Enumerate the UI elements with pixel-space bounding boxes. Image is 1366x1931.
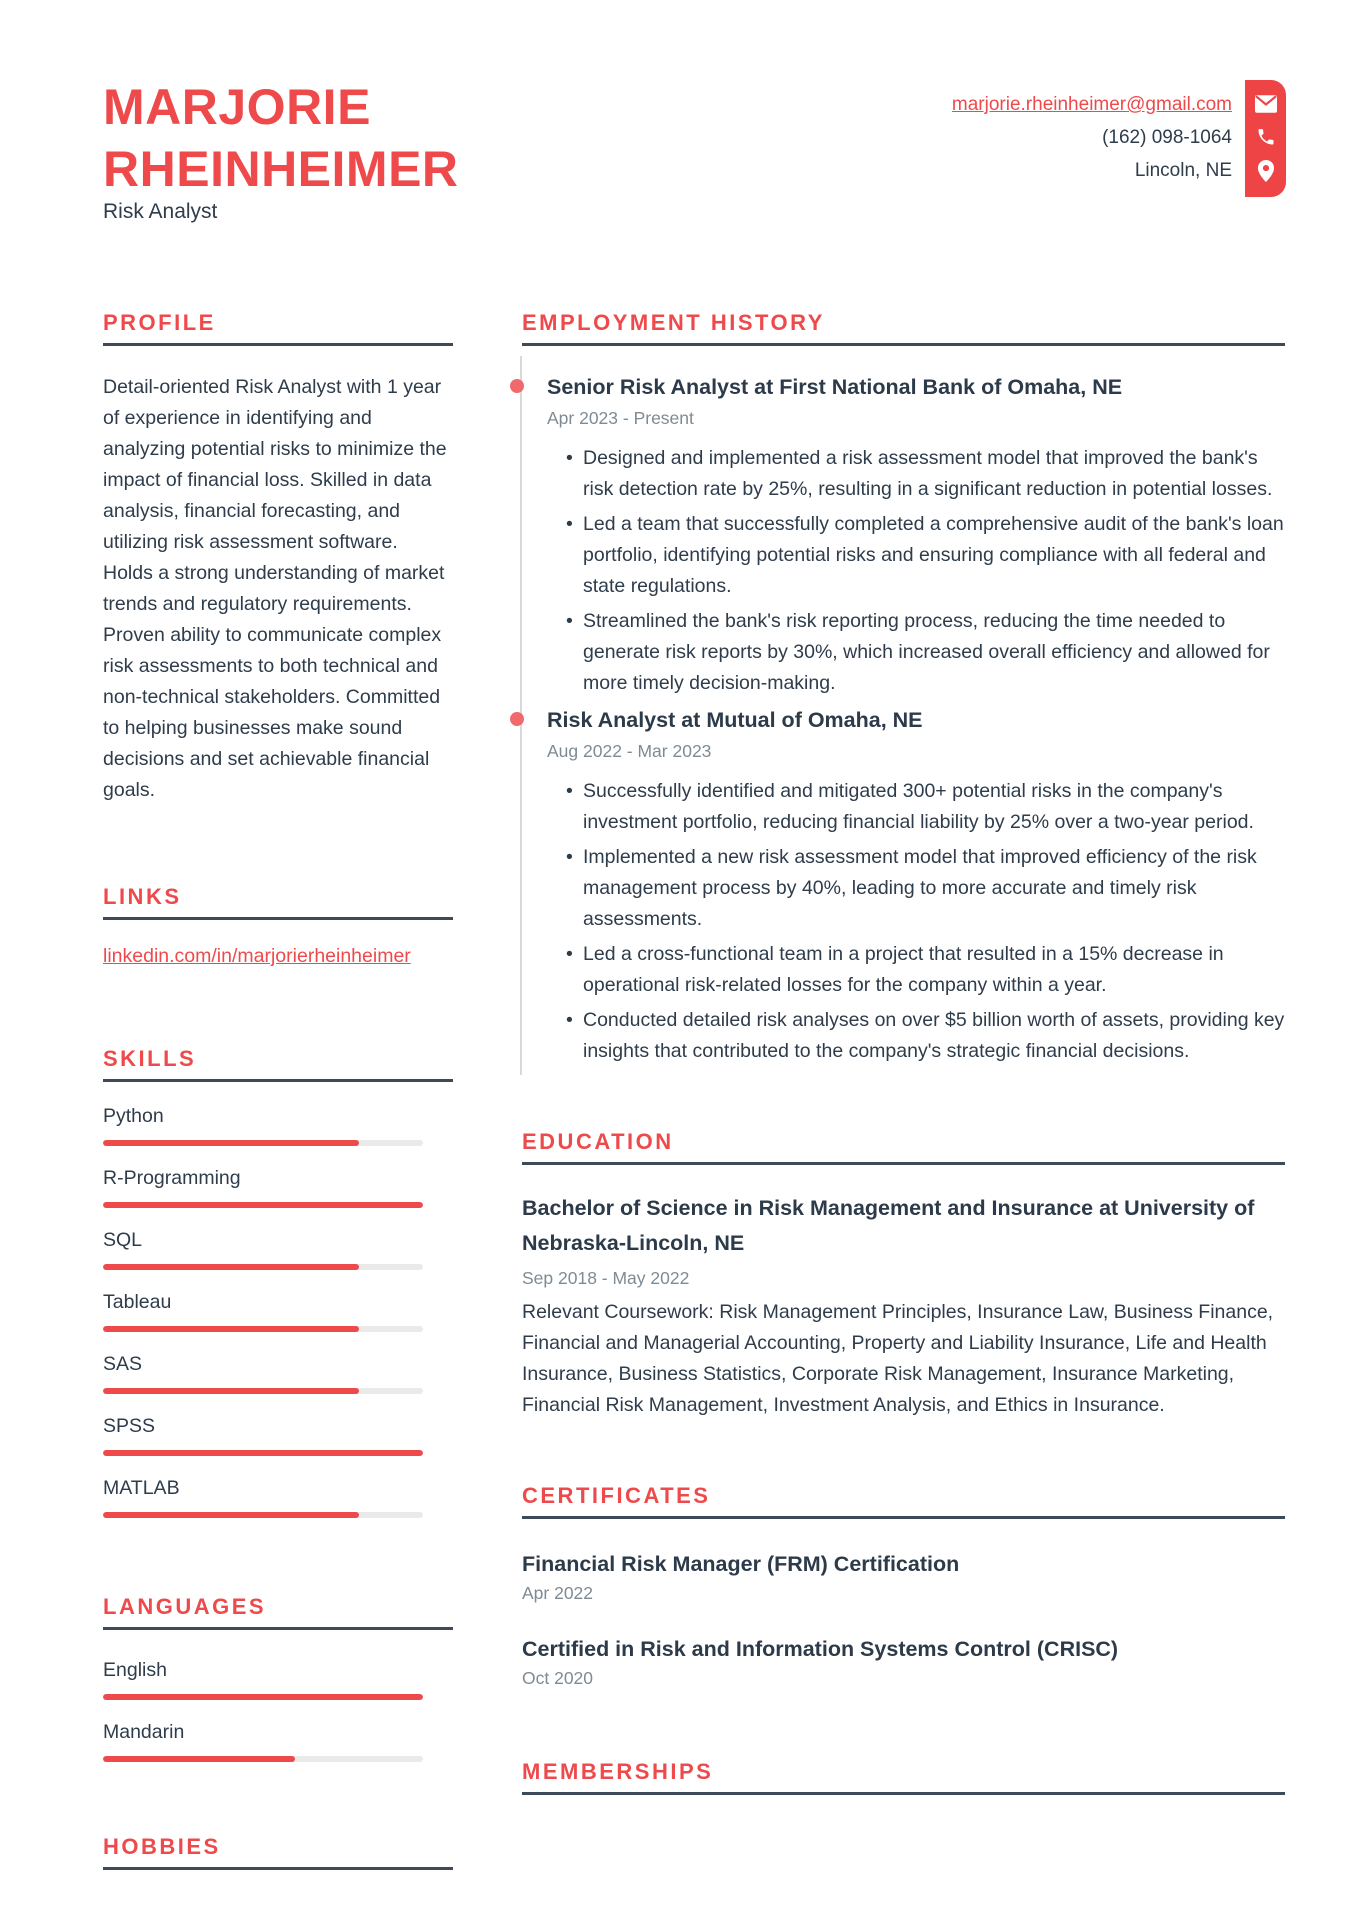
languages-rule xyxy=(103,1627,453,1630)
skill-label: SQL xyxy=(103,1229,143,1251)
skills-section xyxy=(103,1048,453,1518)
certificate-dates-1: Apr 2022 xyxy=(522,1583,594,1603)
certificate-item xyxy=(522,1636,1285,1689)
linkedin-link[interactable]: linkedin.com/in/marjorierheinheimer xyxy=(103,945,411,967)
links-heading: LINKS xyxy=(103,884,182,909)
skill-label: R-Programming xyxy=(103,1167,241,1189)
job-title-1: Senior Risk Analyst at First National Bank of Omaha, NE xyxy=(547,375,1123,399)
skill-item xyxy=(103,1290,453,1332)
skill-bar-fill xyxy=(103,1264,359,1270)
profile-section xyxy=(103,312,453,806)
links-rule xyxy=(103,917,453,920)
job-dates-1: Apr 2023 - Present xyxy=(547,408,694,428)
location-pin-icon xyxy=(1257,160,1275,182)
skill-bar-track xyxy=(103,1326,423,1332)
profile-heading: PROFILE xyxy=(103,310,216,335)
sidebar xyxy=(103,312,453,1870)
skill-bar-track xyxy=(103,1202,423,1208)
languages-section xyxy=(103,1596,453,1762)
certificate-dates-2: Oct 2020 xyxy=(522,1668,594,1688)
skill-label: Python xyxy=(103,1105,164,1127)
certificate-item xyxy=(522,1551,1285,1604)
job-entry xyxy=(547,374,1285,699)
languages-heading: LANGUAGES xyxy=(103,1594,267,1619)
skill-label: SPSS xyxy=(103,1415,156,1437)
language-item xyxy=(103,1658,453,1700)
employment-section xyxy=(522,312,1285,1067)
language-bar-fill xyxy=(103,1756,295,1762)
certificates-rule xyxy=(522,1516,1285,1519)
phone-icon xyxy=(1256,127,1276,147)
job-dates-2: Aug 2022 - Mar 2023 xyxy=(547,741,712,761)
memberships-heading: MEMBERSHIPS xyxy=(522,1759,714,1784)
skill-bar-fill xyxy=(103,1140,359,1146)
job-bullets-1 xyxy=(547,443,1285,699)
candidate-job-title: Risk Analyst xyxy=(103,200,218,223)
skills-heading: SKILLS xyxy=(103,1046,197,1071)
skill-item xyxy=(103,1104,453,1146)
skill-bar-fill xyxy=(103,1326,359,1332)
skill-item xyxy=(103,1228,453,1270)
skill-label: MATLAB xyxy=(103,1477,180,1499)
skill-label: SAS xyxy=(103,1353,143,1375)
education-description: Relevant Coursework: Risk Management Principles, Insurance Law, Business Finance, Financial and Managerial Accounting, Property and Liability Insurance, Life and Health Insurance, Business Statistics, Corporate Risk Management, Insurance Marketing, Financial Risk Management, Investment Analysis, and Ethics in Insurance. xyxy=(522,1301,1274,1416)
memberships-rule xyxy=(522,1792,1285,1795)
envelope-icon xyxy=(1255,95,1277,113)
certificates-heading: CERTIFICATES xyxy=(522,1483,711,1508)
employment-heading: EMPLOYMENT HISTORY xyxy=(522,310,825,335)
job-bullet: • Led a team that successfully completed a comprehensive audit of the bank's loan portfolio, identifying potential risks and ensuring compliance with all federal and state regulations. xyxy=(583,509,1285,602)
email-link[interactable]: marjorie.rheinheimer@gmail.com xyxy=(951,94,1232,115)
education-degree: Bachelor of Science in Risk Management and Insurance at University of Nebraska-Lincoln, NE xyxy=(522,1196,1255,1255)
skill-bar-fill xyxy=(103,1202,423,1208)
language-bar-fill xyxy=(103,1694,423,1700)
skill-bar-track xyxy=(103,1512,423,1518)
skill-item xyxy=(103,1166,453,1208)
job-entry xyxy=(547,707,1285,1067)
job-bullet: • Streamlined the bank's risk reporting process, reducing the time needed to generate risk reports by 30%, which increased overall efficiency and allowed for more timely decision-making. xyxy=(583,606,1285,699)
hobbies-rule xyxy=(103,1867,453,1870)
skill-item xyxy=(103,1414,453,1456)
contact-block xyxy=(952,88,1232,187)
skill-bar-fill xyxy=(103,1512,359,1518)
skill-bar-fill xyxy=(103,1388,359,1394)
job-bullet: • Implemented a new risk assessment model that improved efficiency of the risk management process by 40%, leading to more accurate and timely risk assessments. xyxy=(583,842,1285,935)
phone-number: (162) 098-1064 xyxy=(1102,127,1232,148)
profile-rule xyxy=(103,343,453,346)
language-bar-track xyxy=(103,1756,423,1762)
certificate-title-2: Certified in Risk and Information Systems Control (CRISC) xyxy=(522,1637,1119,1661)
skill-bar-track xyxy=(103,1388,423,1394)
contact-icon-bar xyxy=(1245,80,1286,197)
memberships-section xyxy=(522,1761,1285,1795)
certificates-section xyxy=(522,1485,1285,1689)
job-bullet: • Conducted detailed risk analyses on over $5 billion worth of assets, providing key insights that contributed to the company's strategic financial decisions. xyxy=(583,1005,1285,1067)
main-content xyxy=(522,312,1285,1795)
language-label: English xyxy=(103,1659,167,1681)
skill-bar-track xyxy=(103,1450,423,1456)
job-bullet: • Designed and implemented a risk assessment model that improved the bank's risk detection rate by 25%, resulting in a significant reduction in potential losses. xyxy=(583,443,1285,505)
skill-bar-fill xyxy=(103,1450,423,1456)
skill-bar-track xyxy=(103,1140,423,1146)
language-item xyxy=(103,1720,453,1762)
profile-text: Detail-oriented Risk Analyst with 1 year of experience in identifying and analyzing potential risks to minimize the impact of financial loss. Skilled in data analysis, financial forecasting, and utilizing risk assessment software. Holds a strong understanding of market trends and regulatory requirements. Proven ability to communicate complex risk assessments to both technical and non-technical stakeholders. Committed to helping businesses make sound decisions and set achievable financial goals. xyxy=(103,376,447,801)
language-label: Mandarin xyxy=(103,1721,185,1743)
education-section xyxy=(522,1131,1285,1421)
job-bullets-2 xyxy=(547,776,1285,1067)
skill-item xyxy=(103,1352,453,1394)
candidate-name-line1: MARJORIE xyxy=(103,79,371,135)
education-heading: EDUCATION xyxy=(522,1129,674,1154)
skills-list xyxy=(103,1104,453,1518)
links-section xyxy=(103,886,453,968)
location-text: Lincoln, NE xyxy=(1134,160,1232,181)
language-bar-track xyxy=(103,1694,423,1700)
candidate-name xyxy=(103,76,459,200)
skills-rule xyxy=(103,1079,453,1082)
education-dates: Sep 2018 - May 2022 xyxy=(522,1268,690,1288)
skill-label: Tableau xyxy=(103,1291,172,1313)
languages-list xyxy=(103,1658,453,1762)
education-rule xyxy=(522,1162,1285,1165)
job-title-2: Risk Analyst at Mutual of Omaha, NE xyxy=(547,708,923,732)
hobbies-heading: HOBBIES xyxy=(103,1834,221,1859)
job-bullet: • Successfully identified and mitigated 300+ potential risks in the company's investment portfolio, reducing financial liability by 25% over a two-year period. xyxy=(583,776,1285,838)
skill-item xyxy=(103,1476,453,1518)
employment-timeline xyxy=(522,374,1285,1067)
employment-rule xyxy=(522,343,1285,346)
candidate-name-line2: RHEINHEIMER xyxy=(103,141,459,197)
certificate-title-1: Financial Risk Manager (FRM) Certification xyxy=(522,1552,960,1576)
hobbies-section xyxy=(103,1836,453,1870)
skill-bar-track xyxy=(103,1264,423,1270)
job-bullet: • Led a cross-functional team in a project that resulted in a 15% decrease in operational risk-related losses for the company within a year. xyxy=(583,939,1285,1001)
